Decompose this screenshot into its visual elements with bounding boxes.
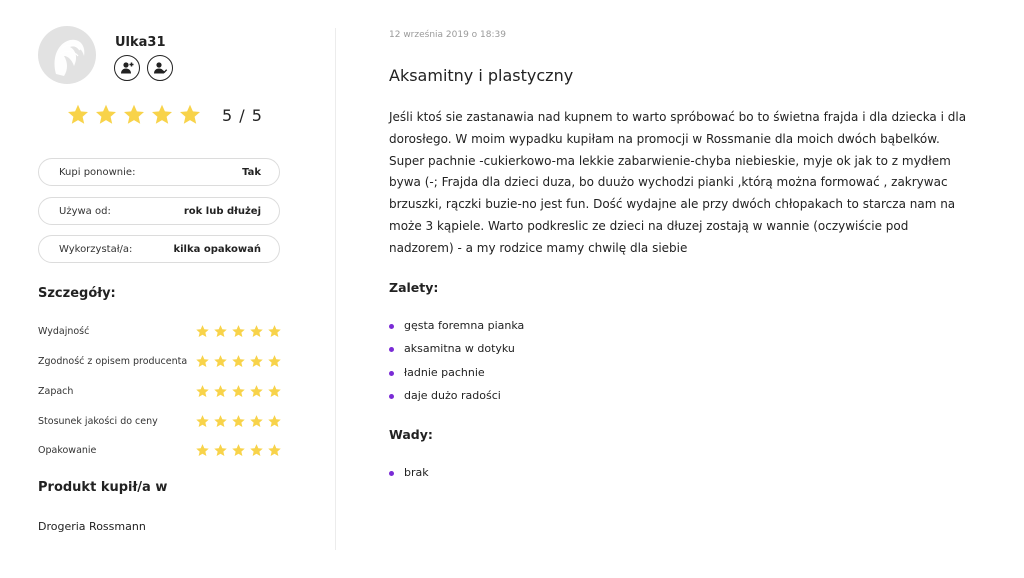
star-icon [195, 414, 210, 429]
star-icon [267, 354, 282, 369]
con-text: brak [404, 466, 429, 479]
shop-name: Drogeria Rossmann [38, 520, 146, 533]
pros-list [389, 318, 524, 412]
follow-user-icon[interactable] [114, 55, 140, 81]
detail-stars [195, 443, 282, 458]
star-icon [213, 443, 228, 458]
attribute-value: Tak [242, 166, 261, 178]
star-icon [94, 103, 118, 127]
star-icon [249, 443, 264, 458]
hair-silhouette-icon [38, 26, 96, 84]
detail-stars [195, 384, 282, 399]
star-icon [267, 324, 282, 339]
review-date: 12 września 2019 o 18:39 [389, 30, 506, 40]
star-icon [267, 443, 282, 458]
bullet-icon [389, 394, 394, 399]
star-icon [150, 103, 174, 127]
rating-value: 5 / 5 [222, 105, 263, 125]
star-icon [195, 443, 210, 458]
detail-row [38, 412, 282, 430]
star-icon [213, 324, 228, 339]
pro-text: ładnie pachnie [404, 365, 485, 379]
divider [335, 28, 336, 550]
star-icon [231, 384, 246, 399]
cons-list [389, 465, 429, 488]
detail-label: Zapach [38, 385, 74, 397]
attribute-label: Kupi ponownie: [59, 166, 136, 178]
attribute-used-since [38, 197, 280, 225]
bullet-icon [389, 347, 394, 352]
star-icon [178, 103, 202, 127]
star-icon [122, 103, 146, 127]
rating-stars [66, 103, 202, 127]
overall-rating [66, 103, 263, 127]
bullet-icon [389, 371, 394, 376]
list-item [389, 465, 429, 488]
user-actions [114, 55, 173, 81]
pro-text: daje dużo radości [404, 389, 501, 403]
avatar[interactable] [38, 26, 96, 84]
username[interactable]: Ulka31 [115, 35, 166, 50]
bullet-icon [389, 324, 394, 329]
cons-heading: Wady: [389, 427, 433, 442]
star-icon [231, 354, 246, 369]
bullet-icon [389, 471, 394, 476]
star-icon [231, 324, 246, 339]
list-item [389, 388, 524, 411]
attribute-label: Używa od: [59, 205, 111, 217]
star-icon [213, 384, 228, 399]
star-icon [195, 354, 210, 369]
reviewer-panel [0, 0, 336, 578]
attribute-value: rok lub dłużej [183, 205, 261, 217]
star-icon [249, 324, 264, 339]
star-icon [213, 354, 228, 369]
star-icon [249, 414, 264, 429]
star-icon [231, 443, 246, 458]
pro-text: aksamitna w dotyku [404, 342, 515, 356]
pros-heading: Zalety: [389, 280, 439, 295]
detail-label: Stosunek jakości do ceny [38, 415, 158, 427]
detail-label: Opakowanie [38, 444, 97, 456]
detail-row [38, 352, 282, 370]
attribute-value: kilka opakowań [173, 243, 261, 255]
star-icon [195, 384, 210, 399]
star-icon [249, 384, 264, 399]
detail-stars [195, 414, 282, 429]
star-icon [195, 324, 210, 339]
detail-row [38, 322, 282, 340]
list-item [389, 365, 524, 388]
detail-label: Wydajność [38, 325, 90, 337]
list-item [389, 341, 524, 364]
detail-row [38, 382, 282, 400]
star-icon [249, 354, 264, 369]
attribute-used-up [38, 235, 280, 263]
star-icon [267, 414, 282, 429]
detail-stars [195, 354, 282, 369]
star-icon [66, 103, 90, 127]
star-icon [231, 414, 246, 429]
attribute-label: Wykorzystał/a: [59, 243, 133, 255]
details-heading: Szczegóły: [38, 286, 116, 301]
star-icon [213, 414, 228, 429]
detail-stars [195, 324, 282, 339]
review-title: Aksamitny i plastyczny [389, 66, 574, 85]
user-profile-icon[interactable] [147, 55, 173, 81]
star-icon [267, 384, 282, 399]
pro-text: gęsta foremna pianka [404, 319, 525, 332]
list-item [389, 318, 524, 341]
review-body: Jeśli ktoś sie zastanawia nad kupnem to warto spróbować bo to świetna frajda i dla dziecka i dla dorosłego. W moim wypadku kupiłam na promocji w Rossmanie dla moich dwóch bąbelków. Super pachnie -cukierkowo-ma lekkie zabarwienie-chyba niebieskie, myje ok jak to z mydłem bywa (-; Frajda dla dzieci duza, bo duużo wychodzi pianki ,którą można formować , zakrywac brzuszki, rączki buzie-no jest fun. Dość wydajne ale przy dwóch chłopakach to starcza nam na może 3 kąpiele. Warto podkreslic ze dzieci na dłuzej zostają w wannie (oczywiście pod nadzorem) - a my rodzice mamy chwilę dla siebie [389, 110, 967, 255]
detail-label: Zgodność z opisem producenta [38, 355, 188, 367]
detail-row [38, 441, 282, 459]
attribute-buy-again [38, 158, 280, 186]
purchase-heading: Produkt kupił/a w [38, 480, 168, 495]
